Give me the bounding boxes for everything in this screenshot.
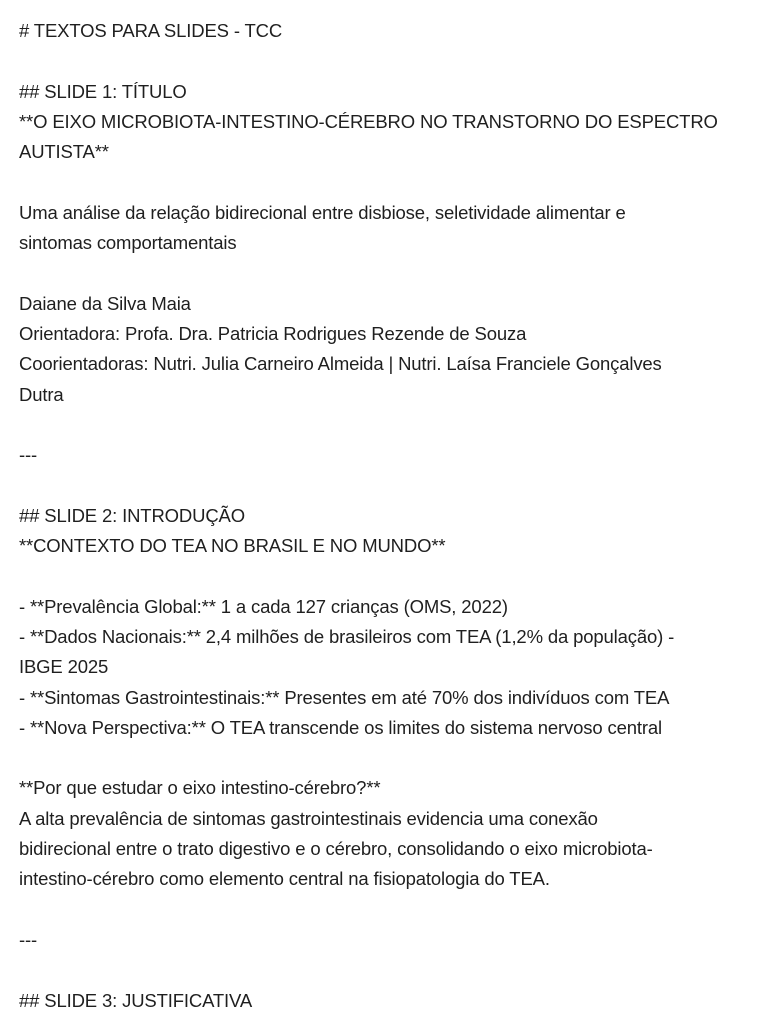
separator: --- — [19, 928, 38, 950]
document-body — [19, 16, 754, 1016]
blank-line — [19, 46, 754, 76]
slide1-subtitle-line2: sintomas comportamentais — [19, 232, 237, 254]
blank-line — [19, 561, 754, 591]
slide2-bullet-gastro: - **Sintomas Gastrointestinais:** Presentes em até 70% dos indivíduos com TEA — [19, 686, 670, 708]
slide1-coadvisors-line1: Coorientadoras: Nutri. Julia Carneiro Almeida | Nutri. Laísa Franciele Gonçalves — [19, 353, 662, 375]
blank-line — [19, 167, 754, 197]
slide1-heading: ## SLIDE 1: TÍTULO — [19, 80, 187, 102]
blank-line — [19, 258, 754, 288]
slide2-bullet-prevalence: - **Prevalência Global:** 1 a cada 127 crianças (OMS, 2022) — [19, 595, 508, 617]
slide2-heading: ## SLIDE 2: INTRODUÇÃO — [19, 504, 245, 526]
blank-line — [19, 895, 754, 925]
slide2-question: **Por que estudar o eixo intestino-cérebro?** — [19, 777, 381, 799]
slide1-title-line2: AUTISTA** — [19, 141, 109, 163]
slide2-paragraph-line2: bidirecional entre o trato digestivo e o cérebro, consolidando o eixo microbiota- — [19, 838, 653, 860]
slide1-advisor: Orientadora: Profa. Dra. Patricia Rodrigues Rezende de Souza — [19, 322, 527, 344]
blank-line — [19, 955, 754, 985]
slide2-bullet-national-line1: - **Dados Nacionais:** 2,4 milhões de brasileiros com TEA (1,2% da população) - — [19, 625, 675, 647]
blank-line — [19, 743, 754, 773]
slide1-title-line1: **O EIXO MICROBIOTA-INTESTINO-CÉREBRO NO TRANSTORNO DO ESPECTRO — [19, 110, 718, 132]
slide1-coadvisors-line2: Dutra — [19, 383, 64, 405]
slide2-title: **CONTEXTO DO TEA NO BRASIL E NO MUNDO** — [19, 535, 446, 557]
separator: --- — [19, 444, 38, 466]
blank-line — [19, 410, 754, 440]
slide1-author: Daiane da Silva Maia — [19, 292, 191, 314]
blank-line — [19, 470, 754, 500]
slide2-paragraph-line1: A alta prevalência de sintomas gastrointestinais evidencia uma conexão — [19, 807, 598, 829]
slide2-bullet-national-line2: IBGE 2025 — [19, 656, 109, 678]
slide1-subtitle-line1: Uma análise da relação bidirecional entre disbiose, seletividade alimentar e — [19, 201, 626, 223]
slide2-bullet-perspective: - **Nova Perspectiva:** O TEA transcende os limites do sistema nervoso central — [19, 716, 662, 738]
document-heading: # TEXTOS PARA SLIDES - TCC — [19, 20, 283, 41]
slide3-heading: ## SLIDE 3: JUSTIFICATIVA — [19, 989, 253, 1011]
slide2-paragraph-line3: intestino-cérebro como elemento central na fisiopatologia do TEA. — [19, 868, 550, 890]
